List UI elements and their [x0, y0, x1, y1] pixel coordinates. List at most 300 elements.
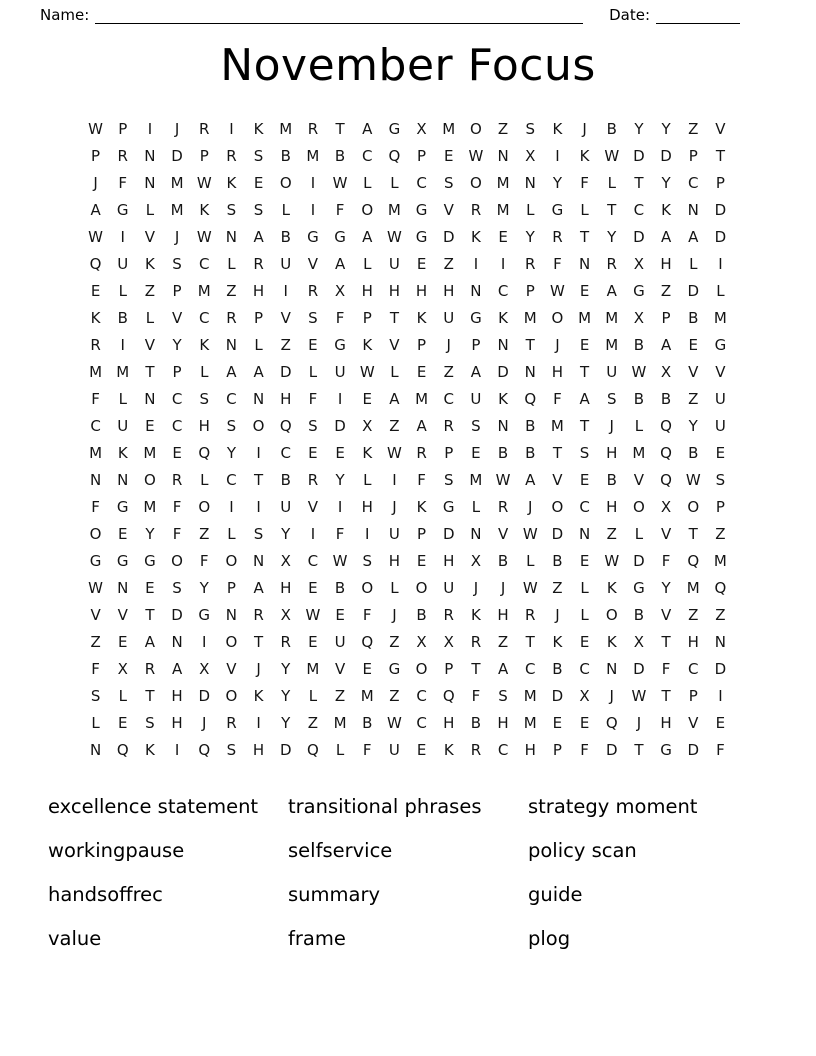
grid-letter: K	[661, 200, 671, 219]
grid-letter: A	[334, 254, 346, 273]
grid-letter: Z	[199, 524, 210, 543]
grid-letter: Z	[497, 119, 509, 138]
grid-letter: R	[470, 740, 482, 759]
grid-letter: C	[416, 173, 427, 192]
word-list-item: plog	[528, 927, 571, 950]
grid-letter: Q	[660, 470, 672, 489]
grid-letter: I	[718, 254, 723, 273]
grid-letter: W	[88, 119, 103, 138]
grid-letter: D	[660, 146, 672, 165]
grid-letter: U	[117, 416, 129, 435]
grid-letter: N	[89, 470, 102, 489]
grid-letter: E	[579, 470, 590, 489]
grid-letter: P	[688, 686, 698, 705]
grid-letter: U	[714, 389, 726, 408]
grid-letter: Y	[634, 119, 644, 138]
grid-letter: F	[335, 524, 345, 543]
grid-letter: M	[89, 362, 103, 381]
grid-letter: O	[687, 497, 700, 516]
grid-letter: C	[416, 686, 427, 705]
grid-letter: X	[633, 308, 645, 327]
grid-letter: M	[632, 443, 646, 462]
grid-letter: P	[118, 119, 128, 138]
grid-letter: C	[497, 281, 509, 300]
grid-letter: X	[416, 119, 427, 138]
grid-letter: V	[552, 470, 563, 489]
grid-letter: R	[253, 605, 264, 624]
grid-letter: G	[388, 119, 401, 138]
grid-letter: J	[555, 335, 560, 354]
grid-letter: B	[416, 605, 427, 624]
grid-letter: N	[225, 227, 238, 246]
grid-letter: L	[118, 686, 127, 705]
grid-letter: A	[525, 470, 536, 489]
grid-letter: G	[415, 200, 428, 219]
grid-letter: U	[443, 308, 455, 327]
grid-letter: F	[335, 200, 345, 219]
grid-letter: I	[310, 524, 316, 543]
grid-letter: C	[525, 659, 536, 678]
grid-letter: S	[308, 416, 318, 435]
grid-letter: I	[174, 740, 180, 759]
grid-letter: R	[90, 335, 101, 354]
grid-letter: R	[416, 443, 427, 462]
grid-letter: H	[388, 281, 401, 300]
grid-letter: L	[526, 551, 535, 570]
grid-letter: A	[144, 632, 156, 651]
grid-letter: C	[688, 659, 699, 678]
grid-letter: K	[199, 200, 210, 219]
word-list-item: value	[48, 927, 102, 950]
grid-letter: L	[580, 200, 589, 219]
grid-letter: Q	[89, 254, 102, 273]
grid-letter: T	[335, 119, 345, 138]
grid-letter: E	[118, 524, 128, 543]
grid-letter: H	[198, 416, 210, 435]
grid-letter: Q	[524, 389, 537, 408]
grid-letter: G	[334, 227, 346, 246]
grid-letter: A	[416, 416, 427, 435]
grid-letter: I	[310, 173, 316, 192]
grid-letter: X	[660, 497, 672, 516]
grid-letter: Z	[715, 524, 726, 543]
grid-letter: B	[280, 227, 291, 246]
grid-letter: H	[443, 281, 455, 300]
grid-letter: G	[307, 227, 319, 246]
grid-letter: F	[553, 254, 562, 273]
grid-letter: K	[606, 632, 617, 651]
grid-letter: D	[633, 659, 645, 678]
grid-letter: L	[200, 362, 209, 381]
grid-letter: T	[579, 227, 590, 246]
grid-letter: K	[144, 254, 155, 273]
grid-letter: E	[444, 146, 454, 165]
grid-letter: E	[308, 632, 318, 651]
grid-letter: N	[497, 416, 509, 435]
grid-letter: Q	[442, 686, 455, 705]
grid-letter: I	[147, 119, 153, 138]
grid-letter: R	[199, 119, 210, 138]
grid-letter: B	[606, 119, 617, 138]
grid-letter: F	[716, 740, 725, 759]
grid-letter: K	[498, 308, 508, 327]
grid-letter: P	[172, 281, 182, 300]
grid-letter: H	[252, 740, 265, 759]
grid-letter: X	[280, 551, 291, 570]
grid-letter: I	[120, 227, 125, 246]
grid-letter: B	[362, 713, 373, 732]
grid-letter: M	[442, 119, 456, 138]
grid-letter: L	[363, 470, 372, 489]
grid-letter: M	[523, 686, 537, 705]
grid-letter: R	[470, 200, 482, 219]
grid-letter: H	[171, 713, 183, 732]
grid-letter: K	[579, 146, 590, 165]
grid-letter: E	[416, 362, 427, 381]
grid-letter: R	[253, 254, 264, 273]
grid-letter: S	[199, 389, 209, 408]
grid-letter: L	[580, 605, 589, 624]
grid-letter: G	[470, 308, 482, 327]
grid-letter: Z	[144, 281, 156, 300]
grid-letter: N	[524, 362, 536, 381]
grid-letter: S	[471, 416, 481, 435]
grid-letter: H	[280, 578, 292, 597]
grid-letter: Z	[660, 281, 672, 300]
grid-letter: M	[387, 200, 401, 219]
grid-letter: Q	[388, 146, 401, 165]
grid-letter: E	[118, 632, 128, 651]
grid-letter: D	[442, 524, 455, 543]
grid-letter: Z	[389, 416, 400, 435]
grid-letter: E	[145, 578, 155, 597]
page-title: November Focus	[220, 40, 596, 91]
grid-letter: D	[687, 281, 700, 300]
grid-letter: J	[528, 497, 533, 516]
grid-letter: D	[279, 740, 292, 759]
grid-letter: A	[389, 389, 400, 408]
word-list-item: selfservice	[288, 839, 393, 862]
grid-letter: S	[443, 173, 454, 192]
grid-letter: D	[334, 416, 346, 435]
word-list-item: transitional phrases	[288, 795, 482, 818]
grid-letter: X	[416, 632, 427, 651]
grid-letter: B	[280, 470, 291, 489]
grid-letter: L	[281, 200, 290, 219]
grid-letter: T	[253, 470, 264, 489]
grid-letter: D	[605, 740, 618, 759]
date-input-line[interactable]	[656, 9, 740, 24]
grid-letter: L	[526, 200, 535, 219]
grid-letter: D	[714, 200, 727, 219]
grid-letter: X	[117, 659, 128, 678]
grid-letter: N	[252, 551, 265, 570]
grid-letter: E	[362, 389, 372, 408]
grid-letter: N	[144, 389, 156, 408]
grid-letter: P	[172, 362, 182, 381]
grid-letter: I	[120, 335, 125, 354]
grid-letter: T	[579, 362, 590, 381]
grid-letter: T	[525, 335, 535, 354]
grid-letter: F	[417, 470, 426, 489]
grid-letter: M	[360, 686, 374, 705]
grid-letter: L	[363, 173, 372, 192]
grid-letter: U	[280, 497, 292, 516]
grid-letter: Z	[715, 605, 726, 624]
grid-letter: L	[390, 362, 399, 381]
grid-letter: F	[580, 740, 589, 759]
grid-letter: M	[469, 470, 483, 489]
grid-letter: S	[308, 308, 318, 327]
grid-letter: W	[386, 713, 402, 732]
grid-letter: K	[144, 740, 155, 759]
grid-letter: J	[392, 605, 397, 624]
grid-letter: R	[497, 497, 509, 516]
grid-letter: A	[497, 659, 509, 678]
grid-letter: V	[334, 659, 346, 678]
grid-letter: H	[660, 254, 672, 273]
grid-letter: X	[579, 686, 590, 705]
grid-letter: R	[606, 254, 617, 273]
grid-letter: P	[444, 443, 454, 462]
grid-letter: Y	[281, 686, 291, 705]
grid-letter: M	[197, 281, 211, 300]
grid-letter: D	[633, 227, 645, 246]
grid-letter: F	[308, 389, 318, 408]
grid-letter: C	[226, 470, 237, 489]
grid-letter: H	[606, 497, 618, 516]
grid-letter: L	[227, 524, 236, 543]
grid-letter: F	[118, 173, 128, 192]
grid-letter: M	[170, 200, 184, 219]
grid-letter: E	[416, 254, 427, 273]
grid-letter: F	[91, 389, 100, 408]
word-search-grid	[82, 115, 734, 763]
grid-letter: M	[279, 119, 293, 138]
grid-letter: Z	[552, 578, 563, 597]
grid-letter: H	[687, 632, 699, 651]
grid-letter: W	[522, 578, 538, 597]
grid-letter: P	[444, 659, 454, 678]
grid-letter: D	[633, 551, 645, 570]
grid-letter: K	[253, 686, 264, 705]
grid-letter: E	[90, 281, 101, 300]
grid-letter: C	[688, 173, 699, 192]
grid-letter: Y	[688, 416, 698, 435]
grid-letter: G	[116, 497, 129, 516]
grid-letter: E	[416, 551, 427, 570]
grid-letter: Z	[389, 686, 400, 705]
grid-letter: R	[525, 254, 536, 273]
grid-letter: C	[280, 443, 291, 462]
grid-letter: D	[687, 740, 700, 759]
grid-letter: N	[524, 173, 536, 192]
grid-letter: B	[552, 659, 563, 678]
grid-letter: H	[171, 686, 183, 705]
grid-letter: U	[280, 254, 292, 273]
grid-letter: Q	[116, 740, 129, 759]
grid-letter: P	[661, 308, 671, 327]
grid-letter: T	[634, 173, 644, 192]
grid-letter: Z	[226, 281, 237, 300]
grid-letter: J	[202, 713, 207, 732]
grid-letter: H	[551, 362, 564, 381]
grid-letter: O	[470, 119, 482, 138]
grid-letter: V	[660, 524, 672, 543]
grid-letter: V	[715, 362, 726, 381]
grid-letter: S	[253, 524, 264, 543]
grid-letter: T	[145, 362, 155, 381]
grid-letter: K	[362, 443, 373, 462]
grid-letter: P	[91, 146, 101, 165]
grid-letter: C	[443, 389, 454, 408]
grid-letter: E	[579, 281, 590, 300]
grid-letter: M	[523, 308, 537, 327]
grid-letter: O	[225, 632, 238, 651]
grid-letter: M	[116, 362, 130, 381]
grid-letter: V	[307, 497, 319, 516]
grid-letter: K	[362, 335, 373, 354]
grid-letter: X	[525, 146, 536, 165]
grid-letter: B	[497, 443, 509, 462]
grid-letter: C	[579, 659, 590, 678]
word-list-item: summary	[288, 883, 381, 906]
grid-letter: N	[497, 146, 509, 165]
grid-letter: E	[552, 713, 563, 732]
grid-letter: E	[308, 443, 318, 462]
grid-letter: S	[145, 713, 155, 732]
grid-letter: X	[660, 362, 672, 381]
grid-letter: O	[89, 524, 102, 543]
grid-letter: L	[118, 281, 127, 300]
grid-letter: E	[335, 605, 345, 624]
grid-letter: D	[551, 524, 564, 543]
grid-letter: W	[549, 281, 565, 300]
grid-letter: N	[144, 173, 156, 192]
grid-letter: G	[551, 200, 564, 219]
grid-letter: S	[443, 470, 454, 489]
grid-letter: I	[229, 119, 234, 138]
name-label: Name:	[40, 6, 90, 24]
grid-letter: M	[713, 308, 727, 327]
grid-letter: H	[415, 281, 428, 300]
grid-letter: V	[497, 524, 509, 543]
grid-letter: B	[117, 308, 128, 327]
grid-letter: Q	[198, 740, 211, 759]
grid-letter: J	[174, 119, 180, 138]
grid-letter: V	[688, 713, 699, 732]
grid-letter: A	[90, 200, 101, 219]
grid-letter: F	[172, 524, 182, 543]
grid-letter: J	[500, 578, 506, 597]
grid-letter: W	[468, 146, 484, 165]
grid-letter: E	[579, 713, 590, 732]
grid-letter: Y	[661, 173, 671, 192]
grid-letter: L	[335, 740, 345, 759]
grid-letter: K	[416, 308, 427, 327]
grid-letter: N	[117, 470, 129, 489]
grid-letter: M	[170, 173, 184, 192]
grid-letter: W	[685, 470, 701, 489]
grid-letter: Y	[525, 227, 535, 246]
grid-letter: V	[117, 605, 128, 624]
grid-letter: H	[497, 713, 509, 732]
grid-letter: H	[660, 713, 672, 732]
grid-letter: Y	[661, 578, 671, 597]
grid-letter: R	[443, 605, 454, 624]
grid-letter: J	[609, 416, 614, 435]
grid-letter: I	[365, 524, 370, 543]
grid-letter: P	[199, 146, 209, 165]
grid-letter: K	[90, 308, 101, 327]
grid-letter: I	[392, 470, 397, 489]
word-list-item: guide	[528, 883, 583, 906]
grid-letter: Y	[335, 470, 345, 489]
grid-letter: V	[715, 119, 726, 138]
grid-letter: M	[578, 308, 592, 327]
grid-letter: Z	[688, 389, 699, 408]
grid-letter: I	[256, 443, 261, 462]
grid-letter: V	[171, 308, 183, 327]
grid-letter: O	[605, 605, 618, 624]
grid-letter: W	[631, 362, 647, 381]
grid-letter: B	[688, 443, 699, 462]
grid-letter: C	[497, 740, 509, 759]
grid-letter: P	[552, 740, 562, 759]
name-input-line[interactable]	[95, 9, 583, 24]
grid-letter: A	[226, 362, 237, 381]
grid-letter: O	[361, 578, 374, 597]
grid-letter: R	[552, 227, 563, 246]
date-label: Date:	[609, 6, 650, 24]
grid-letter: S	[253, 200, 264, 219]
grid-letter: O	[225, 551, 238, 570]
grid-letter: E	[579, 632, 590, 651]
grid-letter: P	[525, 281, 535, 300]
grid-letter: W	[305, 605, 321, 624]
grid-letter: I	[256, 497, 261, 516]
grid-letter: T	[552, 443, 562, 462]
grid-letter: P	[417, 146, 427, 165]
grid-letter: E	[308, 335, 318, 354]
grid-letter: H	[524, 740, 536, 759]
grid-letter: Z	[90, 632, 101, 651]
grid-letter: Z	[307, 713, 319, 732]
grid-letter: F	[91, 497, 100, 516]
grid-letter: Q	[198, 443, 211, 462]
grid-letter: O	[415, 659, 428, 678]
grid-letter: U	[334, 632, 346, 651]
grid-letter: I	[473, 254, 479, 273]
grid-letter: P	[417, 524, 427, 543]
word-list-item: strategy moment	[528, 795, 698, 818]
grid-letter: I	[718, 686, 723, 705]
grid-letter: N	[171, 632, 183, 651]
grid-letter: V	[389, 335, 400, 354]
grid-letter: U	[388, 740, 400, 759]
grid-letter: Y	[145, 524, 155, 543]
grid-letter: J	[93, 173, 98, 192]
grid-letter: X	[199, 659, 210, 678]
grid-letter: E	[145, 416, 155, 435]
grid-letter: C	[633, 200, 645, 219]
grid-letter: Q	[279, 416, 292, 435]
grid-letter: R	[117, 146, 128, 165]
grid-letter: Z	[497, 632, 509, 651]
grid-letter: N	[117, 578, 129, 597]
grid-letter: O	[415, 578, 428, 597]
grid-letter: K	[416, 497, 427, 516]
